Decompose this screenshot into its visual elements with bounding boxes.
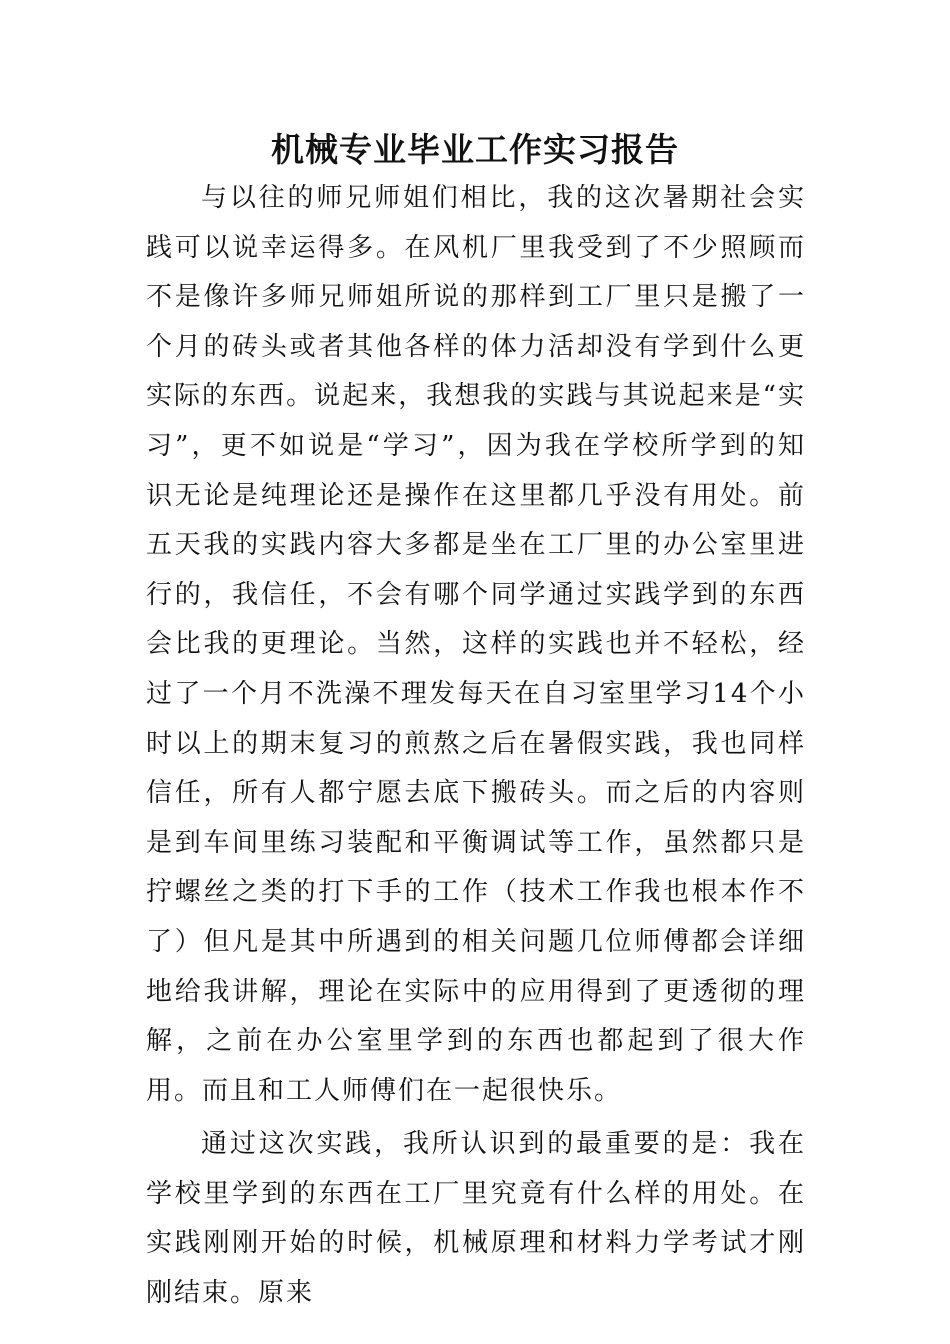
document-title: 机械专业毕业工作实习报告 [271, 130, 679, 169]
document-body [146, 174, 806, 1319]
paragraph-2: 通过这次实践，我所认识到的最重要的是：我在学校里学到的东西在工厂里究竟有什么样的用处。在实践刚刚开始的时候，机械原理和材料力学考试才刚刚结束。原来 [146, 1129, 806, 1309]
paragraph-1: 与以往的师兄师姐们相比，我的这次暑期社会实践可以说幸运得多。在风机厂里我受到了不少照顾而不是像许多师兄师姐所说的那样到工厂里只是搬了一个月的砖头或者其他各样的体力活却没有学到什么更实际的东西。说起来，我想我的实践与其说起来是“实习”，更不如说是“学习”，因为我在学校所学到的知识无论是纯理论还是操作在这里都几乎没有用处。前五天我的实践内容大多都是坐在工厂里的办公室里进行的，我信任，不会有哪个同学通过实践学到的东西会比我的更理论。当然，这样的实践也并不轻松，经过了一个月不洗澡不理发每天在自习室里学习14个小时以上的期末复习的煎熬之后在暑假实践，我也同样信任，所有人都宁愿去底下搬砖头。而之后的内容则是到车间里练习装配和平衡调试等工作，虽然都只是拧螺丝之类的打下手的工作（技术工作我也根本作不了）但凡是其中所遇到的相关问题几位师傅都会详细地给我讲解，理论在实际中的应用得到了更透彻的理解，之前在办公室里学到的东西也都起到了很大作用。而且和工人师傅们在一起很快乐。 [146, 183, 806, 1106]
